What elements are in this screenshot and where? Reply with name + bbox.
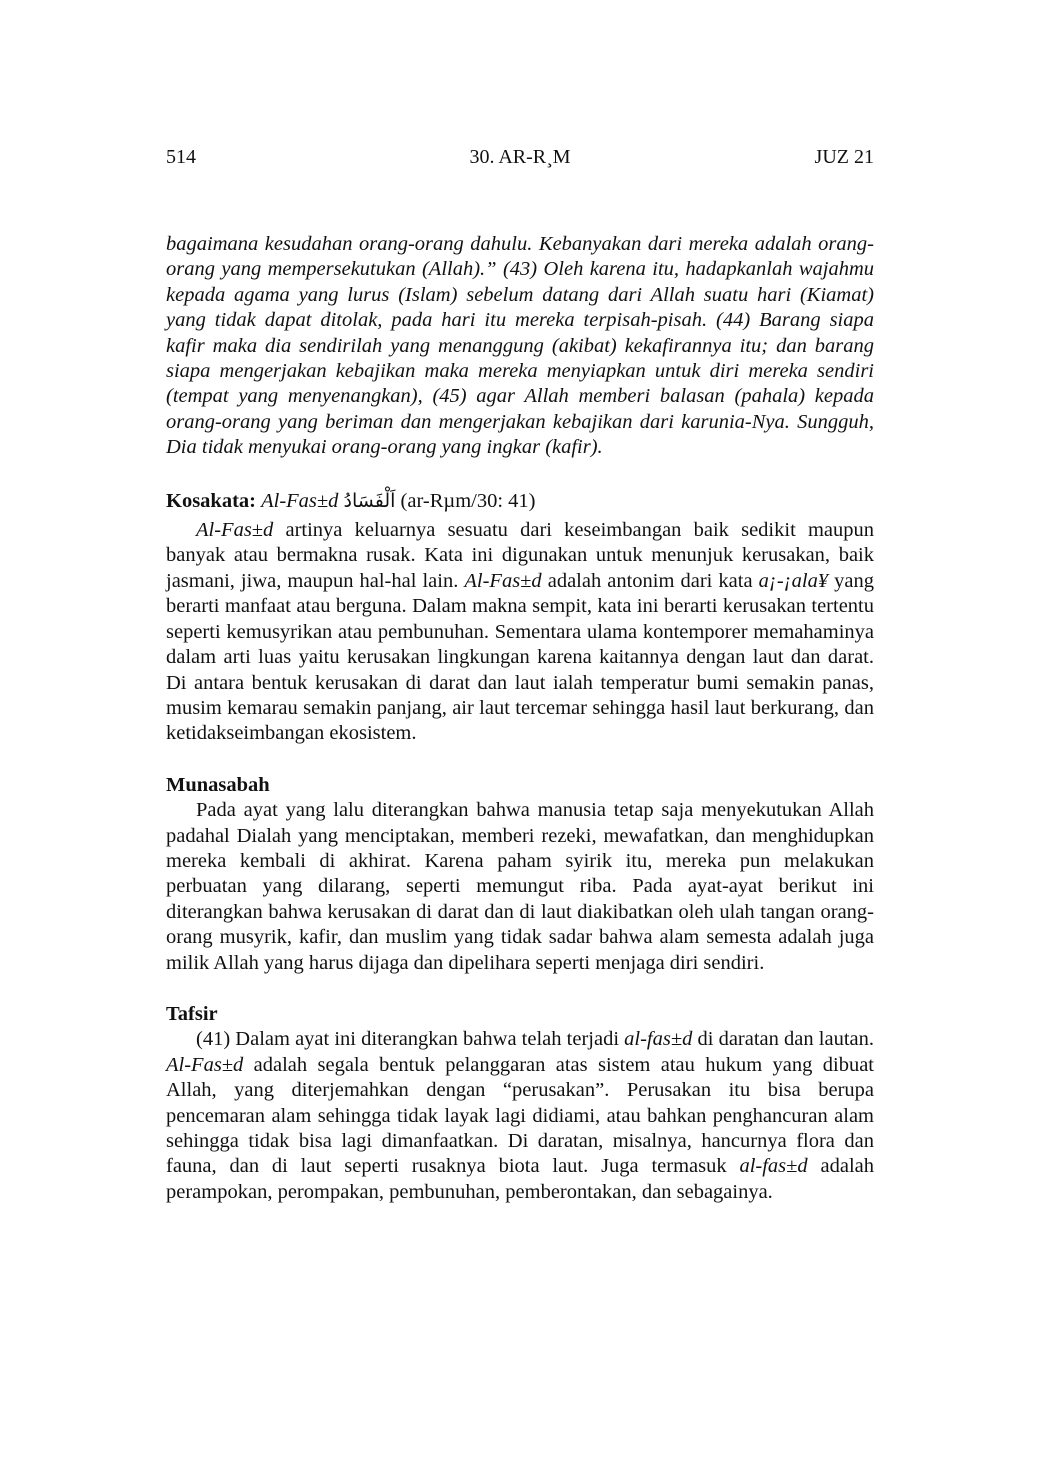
kosakata-p-term3: a¡-¡ala¥ <box>758 569 829 592</box>
tafsir-term3: al-fas±d <box>739 1155 808 1178</box>
page-number: 514 <box>166 146 196 168</box>
page-content <box>166 232 874 1205</box>
tafsir-text4: adalah perampokan, perompakan, pembunuhan, pemberontakan, dan sebagainya. <box>166 1155 874 1203</box>
verse-translation: bagaimana kesudahan orang-orang dahulu. Kebanyakan dari mereka adalah orang-orang yang mempersekutukan (Allah).” (43) Oleh karena itu, hadapkanlah wajahmu kepada agama yang lurus (Islam) sebelum datang dari Allah suatu hari (Kiamat) yang tidak dapat ditolak, pada hari itu mereka terpisah-pisah. (44) Barang siapa kafir maka dia sendirilah yang menanggung (akibat) kekafirannya itu; dan barang siapa mengerjakan kebajikan maka mereka menyiapkan untuk diri mereka sendiri (tempat yang menyenangkan), (45) agar Allah memberi balasan (pahala) kepada orang-orang yang beriman dan mengerjakan kebajikan dari karunia-Nya. Sungguh, Dia tidak menyukai orang-orang yang ingkar (kafir). <box>166 233 874 459</box>
kosakata-term: Al-Fas±d <box>261 489 339 512</box>
kosakata-p-text2: adalah antonim dari kata <box>541 569 759 592</box>
tafsir-paragraph <box>166 1027 874 1205</box>
tafsir-heading: Tafsir <box>166 1002 218 1025</box>
tafsir-text1: (41) Dalam ayat ini diterangkan bahwa telah terjadi <box>196 1028 625 1051</box>
page-header <box>166 146 874 174</box>
kosakata-p-text3: yang berarti manfaat atau berguna. Dalam makna sempit, kata ini berarti kerusakan tertentu seperti kemusyrikan atau pembunuhan. Sementara ulama kontemporer memahaminya dalam arti luas yaitu kerusakan lingkungan karena kaitannya dengan laut dan darat. Di antara bentuk kerusakan di darat dan laut ialah temperatur bumi semakin panas, musim kemarau semakin panjang, air laut tercemar sehingga hasil laut berkurang, dan ketidakseimbangan ekosistem. <box>166 569 874 745</box>
kosakata-heading <box>166 489 874 514</box>
kosakata-paragraph <box>166 518 874 747</box>
kosakata-p-term: Al-Fas±d <box>196 519 274 542</box>
tafsir-text3: adalah segala bentuk pelanggaran atas sistem atau hukum yang dibuat Allah, yang diterjemahkan dengan “perusakan”. Perusakan itu bisa berupa pencemaran alam sehingga tidak layak lagi didiami, atau bahkan penghancuran alam sehingga tidak bisa lagi dimanfaatkan. Di daratan, misalnya, hancurnya flora dan fauna, dan di laut seperti rusaknya biota laut. Juga termasuk <box>166 1053 874 1178</box>
tafsir-term2: Al-Fas±d <box>166 1053 244 1076</box>
tafsir-term1: al-fas±d <box>624 1028 693 1051</box>
kosakata-p-term2: Al-Fas±d <box>464 569 542 592</box>
munasabah-heading: Munasabah <box>166 773 270 796</box>
kosakata-p-text1: artinya keluarnya sesuatu dari keseimbangan baik sedikit maupun banyak atau bermakna rusak. Kata ini digunakan untuk menunjuk kerusakan, baik jasmani, jiwa, maupun hal-hal lain. <box>166 519 874 592</box>
juz-label: JUZ 21 <box>814 146 874 168</box>
munasabah-paragraph: Pada ayat yang lalu diterangkan bahwa manusia tetap saja menyekutukan Allah padahal Dialah yang menciptakan, memberi rezeki, mewafatkan, dan menghidupkan mereka kembali di akhirat. Karena paham syirik itu, mereka pun melakukan perbuatan yang dilarang, seperti memungut riba. Pada ayat-ayat berikut ini diterangkan bahwa kerusakan di darat dan di laut diakibatkan oleh ulah tangan orang-orang musyrik, kafir, dan muslim yang tidak sadar bahwa alam semesta adalah juga milik Allah yang harus dijaga dan dipelihara seperti menjaga diri sendiri. <box>166 799 874 974</box>
kosakata-arabic: اَلْفَسَادُ <box>343 489 396 512</box>
kosakata-label: Kosakata: <box>166 489 256 512</box>
surah-title: 30. AR-R¸M <box>469 146 571 168</box>
tafsir-text2: di daratan dan lautan. <box>692 1028 874 1051</box>
kosakata-reference: (ar-Rµm/30: 41) <box>400 489 536 512</box>
